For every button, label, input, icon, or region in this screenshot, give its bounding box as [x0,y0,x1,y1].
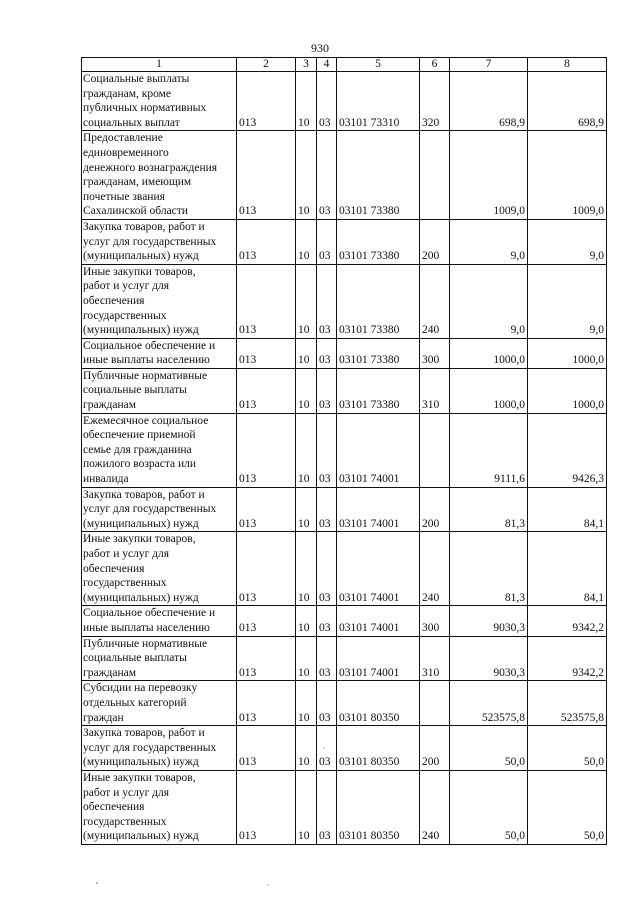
cell-ministry: 013 [237,219,296,264]
row-name-cell [82,131,237,220]
cell-ministry: 013 [237,606,296,636]
cell-section: 10 [296,770,317,844]
cell-article: 03101 80350 [337,770,420,844]
row-name-line: иные выплаты населению [83,354,210,367]
cell-expense-type: 320 [420,72,450,131]
cell-sum-1: 1000,0 [450,338,528,368]
cell-sum-2: 9342,2 [528,636,607,681]
cell-section: 10 [296,219,317,264]
cell-sum-1: 9111,6 [450,413,528,487]
cell-sum-1: 9030,3 [450,606,528,636]
cell-sum-1: 9,0 [450,264,528,338]
cell-section: 10 [296,338,317,368]
cell-ministry: 013 [237,532,296,606]
row-name-cell [82,219,237,264]
cell-sum-1: 50,0 [450,770,528,844]
cell-section: 10 [296,532,317,606]
table-row [82,72,607,131]
row-name-line: (муниципальных) нужд [83,756,199,769]
cell-expense-type: 300 [420,338,450,368]
cell-sum-1: 81,3 [450,487,528,532]
cell-expense-type [420,413,450,487]
cell-ministry: 013 [237,726,296,771]
cell-expense-type: 240 [420,264,450,338]
table-header-row [82,58,607,72]
row-name-line: услуг для государственных [83,503,217,516]
cell-subsection: 03 [317,264,337,338]
cell-sum-1: 9030,3 [450,636,528,681]
row-name-line: семье для гражданина [83,443,192,456]
row-name-line: Социальное обеспечение и [83,339,216,352]
row-name-cell [82,368,237,413]
cell-article: 03101 73380 [337,131,420,220]
row-name-line: (муниципальных) нужд [83,517,199,530]
header-cell: 7 [450,58,528,72]
table-row [82,532,607,606]
cell-sum-1: 698,9 [450,72,528,131]
row-name-line: Закупка товаров, работ и [83,727,205,740]
table-row [82,131,607,220]
row-name-line: работ и услуг для [83,786,170,799]
cell-sum-2: 9342,2 [528,606,607,636]
cell-ministry: 013 [237,131,296,220]
cell-subsection: 03 [317,487,337,532]
cell-article: 03101 73310 [337,72,420,131]
row-name-line: обеспечения [83,801,145,814]
cell-article: 03101 74001 [337,487,420,532]
table-row [82,368,607,413]
row-name-line: инвалида [83,473,129,486]
row-name-cell [82,681,237,726]
row-name-line: гражданам, имеющим [83,176,192,189]
row-name-cell [82,770,237,844]
row-name-cell [82,72,237,131]
cell-ministry: 013 [237,72,296,131]
row-name-line: обеспечения [83,562,145,575]
header-cell: 5 [337,58,420,72]
cell-ministry: 013 [237,338,296,368]
cell-subsection: 03 [317,368,337,413]
row-name-line: почетные звания [83,190,165,203]
cell-section: 10 [296,131,317,220]
table-row [82,770,607,844]
row-name-line: гражданам [83,399,137,412]
table-row [82,413,607,487]
cell-expense-type: 200 [420,487,450,532]
cell-sum-1: 9,0 [450,219,528,264]
cell-expense-type [420,681,450,726]
cell-article: 03101 73380 [337,264,420,338]
row-name-cell [82,636,237,681]
cell-ministry: 013 [237,264,296,338]
table-row [82,606,607,636]
scan-speck [267,884,268,885]
cell-section: 10 [296,681,317,726]
cell-section: 10 [296,606,317,636]
cell-sum-1: 1009,0 [450,131,528,220]
header-cell: 6 [420,58,450,72]
row-name-line: единовременного [83,146,169,159]
row-name-line: работ и услуг для [83,548,170,560]
cell-ministry: 013 [237,770,296,844]
cell-expense-type: 310 [420,368,450,413]
cell-sum-2: 9,0 [528,264,607,338]
row-name-line: услуг для государственных [83,741,217,754]
scan-speck [96,882,98,884]
cell-section: 10 [296,72,317,131]
cell-subsection: 03 [317,606,337,636]
table-row [82,338,607,368]
table-row [82,219,607,264]
row-name-line: обеспечения [83,294,145,307]
cell-article: 03101 73380 [337,368,420,413]
cell-ministry: 013 [237,636,296,681]
header-cell: 4 [317,58,337,72]
cell-subsection: 03 [317,413,337,487]
row-name-line: отдельных категорий [83,696,187,709]
header-cell: 8 [528,58,607,72]
row-name-line: (муниципальных) нужд [83,830,199,843]
row-name-line: Иные закупки товаров, [83,265,196,278]
row-name-line: иные выплаты населению [83,621,210,634]
cell-section: 10 [296,264,317,338]
row-name-line: услуг для государственных [83,235,217,248]
row-name-cell [82,487,237,532]
row-name-line: гражданам, кроме [83,87,172,100]
row-name-line: Предоставление [83,132,163,145]
row-name-line: социальные выплаты [83,652,187,665]
row-name-line: Иные закупки товаров, [83,533,196,546]
cell-subsection: 03 [317,726,337,771]
row-name-line: обеспечение приемной [83,429,196,442]
cell-ministry: 013 [237,681,296,726]
row-name-line: Закупка товаров, работ и [83,488,205,501]
cell-article: 03101 73380 [337,338,420,368]
row-name-line: социальные выплаты [83,384,187,397]
cell-section: 10 [296,413,317,487]
cell-ministry: 013 [237,368,296,413]
row-name-line: гражданам [83,666,137,679]
row-name-cell [82,606,237,636]
row-name-line: Социальное обеспечение и [83,607,216,620]
cell-sum-2: 523575,8 [528,681,607,726]
cell-subsection: 03 [317,338,337,368]
row-name-line: Публичные нормативные [83,637,208,650]
cell-sum-2: 1000,0 [528,368,607,413]
cell-article: 03101 74001 [337,532,420,606]
cell-expense-type: 300 [420,606,450,636]
cell-article: 03101 74001 [337,606,420,636]
header-cell: 2 [237,58,296,72]
row-name-line: Социальные выплаты [83,73,190,85]
cell-section: 10 [296,368,317,413]
header-cell: 3 [296,58,317,72]
row-name-cell [82,338,237,368]
row-name-line: (муниципальных) нужд [83,250,199,263]
cell-section: 10 [296,487,317,532]
row-name-cell [82,264,237,338]
table-body [82,58,607,845]
row-name-line: социальных выплат [83,116,180,129]
cell-expense-type: 240 [420,770,450,844]
table-row [82,726,607,771]
cell-sum-2: 698,9 [528,72,607,131]
table-row [82,487,607,532]
budget-table [81,57,607,845]
row-name-line: пожилого возраста или [83,458,197,471]
cell-subsection: 03 [317,532,337,606]
cell-expense-type: 200 [420,219,450,264]
cell-expense-type [420,131,450,220]
cell-article: 03101 74001 [337,636,420,681]
cell-sum-1: 1000,0 [450,368,528,413]
row-name-cell [82,413,237,487]
cell-section: 10 [296,636,317,681]
cell-subsection: 03 [317,770,337,844]
cell-expense-type: 200 [420,726,450,771]
cell-expense-type: 240 [420,532,450,606]
page-number: 930 [311,41,329,55]
row-name-cell [82,726,237,771]
row-name-line: граждан [83,711,124,724]
row-name-line: (муниципальных) нужд [83,591,199,604]
row-name-line: государственных [83,309,167,322]
cell-subsection: 03 [317,72,337,131]
row-name-line: Закупка товаров, работ и [83,220,205,233]
cell-sum-2: 1000,0 [528,338,607,368]
cell-expense-type: 310 [420,636,450,681]
row-name-line: Ежемесячное социальное [83,414,209,427]
cell-subsection: 03 [317,131,337,220]
row-name-line: публичных нормативных [83,102,207,115]
cell-sum-2: 84,1 [528,532,607,606]
cell-sum-2: 50,0 [528,770,607,844]
cell-ministry: 013 [237,487,296,532]
cell-sum-2: 84,1 [528,487,607,532]
row-name-line: Иные закупки товаров, [83,771,196,784]
cell-sum-2: 50,0 [528,726,607,771]
table-row [82,264,607,338]
row-name-cell [82,532,237,606]
cell-sum-2: 9426,3 [528,413,607,487]
cell-sum-2: 1009,0 [528,131,607,220]
cell-sum-1: 50,0 [450,726,528,771]
row-name-line: работ и услуг для [83,280,170,293]
cell-article: 03101 74001 [337,413,420,487]
row-name-line: денежного вознаграждения [83,161,218,174]
cell-article: 03101 80350 [337,726,420,771]
cell-subsection: 03 [317,681,337,726]
row-name-line: государственных [83,815,167,828]
table-row [82,636,607,681]
row-name-line: Субсидии на перевозку [83,682,198,695]
cell-sum-2: 9,0 [528,219,607,264]
header-cell: 1 [82,58,237,72]
cell-sum-1: 523575,8 [450,681,528,726]
table-row [82,681,607,726]
cell-article: 03101 73380 [337,219,420,264]
row-name-line: государственных [83,577,167,590]
cell-sum-1: 81,3 [450,532,528,606]
cell-subsection: 03 [317,219,337,264]
cell-ministry: 013 [237,413,296,487]
row-name-line: Сахалинской области [83,205,188,218]
cell-subsection: 03 [317,636,337,681]
cell-section: 10 [296,726,317,771]
row-name-line: Публичные нормативные [83,369,208,382]
row-name-line: (муниципальных) нужд [83,324,199,337]
cell-article: 03101 80350 [337,681,420,726]
